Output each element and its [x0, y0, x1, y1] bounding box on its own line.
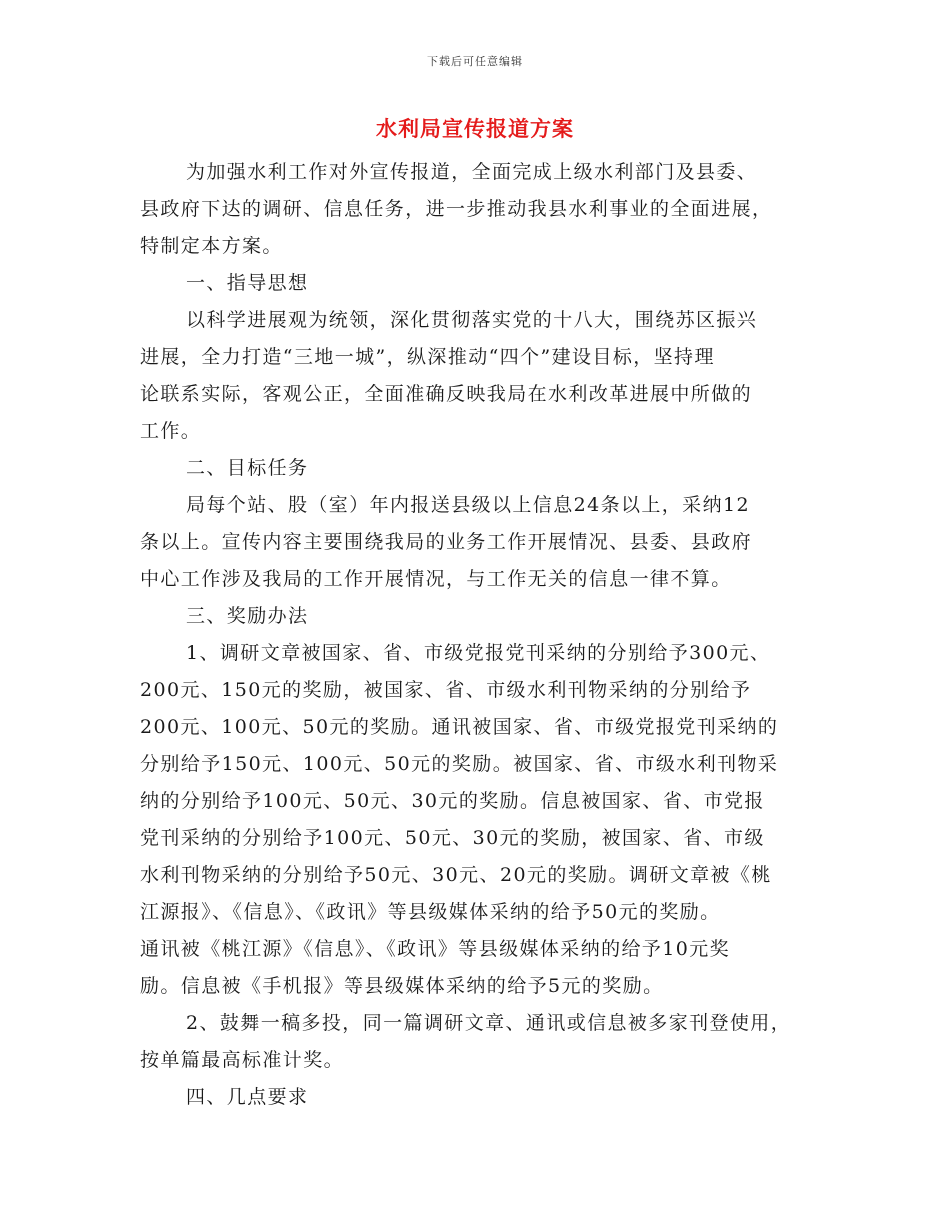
body-line: 特制定本方案。 [140, 235, 283, 257]
body-line: 局每个站、股（室）年内报送县级以上信息24条以上，采纳12 [186, 494, 750, 516]
body-line: 水利刊物采纳的分别给予50元、30元、20元的奖励。调研文章被《桃 [140, 864, 772, 886]
body-line: 为加强水利工作对外宣传报道，全面完成上级水利部门及县委、 [186, 161, 758, 183]
body-line: 党刊采纳的分别给予100元、50元、30元的奖励，被国家、省、市级 [140, 827, 765, 849]
body-line: 1、调研文章被国家、省、市级党报党刊采纳的分别给予300元、 [186, 642, 771, 664]
body-line: 200元、150元的奖励，被国家、省、市级水利刊物采纳的分别给予 [140, 679, 752, 701]
body-line: 励。信息被《手机报》等县级媒体采纳的给予5元的奖励。 [140, 975, 664, 997]
body-line: 2、鼓舞一稿多投，同一篇调研文章、通讯或信息被多家刊登使用， [186, 1012, 792, 1034]
header-note: 下载后可任意编辑 [427, 55, 523, 68]
body-line: 进展，全力打造“三地一城”，纵深推动“四个”建设目标，坚持理 [140, 346, 715, 368]
body-line: 中心工作涉及我局的工作开展情况，与工作无关的信息一律不算。 [140, 568, 732, 590]
section-heading: 三、奖励办法 [186, 605, 309, 627]
body-line: 江源报》、《信息》、《政讯》等县级媒体采纳的给予50元的奖励。 [140, 901, 721, 923]
section-heading: 四、几点要求 [186, 1086, 309, 1108]
body-line: 工作。 [140, 420, 202, 442]
body-line: 纳的分别给予100元、50元、30元的奖励。信息被国家、省、市党报 [140, 790, 765, 812]
section-heading: 二、目标任务 [186, 457, 309, 479]
body-line: 以科学进展观为统领，深化贯彻落实党的十八大，围绕苏区振兴 [186, 309, 758, 331]
section-heading: 一、指导思想 [186, 272, 309, 294]
document-body [140, 154, 812, 1116]
body-line: 条以上。宣传内容主要围绕我局的业务工作开展情况、县委、县政府 [140, 531, 753, 553]
body-line: 论联系实际，客观公正，全面准确反映我局在水利改革进展中所做的 [140, 383, 753, 405]
body-line: 县政府下达的调研、信息任务，进一步推动我县水利事业的全面进展， [140, 198, 773, 220]
document-title: 水利局宣传报道方案 [376, 116, 574, 141]
body-line: 通讯被《桃江源》《信息》、《政讯》等县级媒体采纳的给予10元奖 [140, 938, 731, 960]
body-line: 200元、100元、50元的奖励。通讯被国家、省、市级党报党刊采纳的 [140, 716, 779, 738]
body-line: 分别给予150元、100元、50元的奖励。被国家、省、市级水利刊物采 [140, 753, 779, 775]
body-line: 按单篇最高标准计奖。 [140, 1049, 345, 1071]
